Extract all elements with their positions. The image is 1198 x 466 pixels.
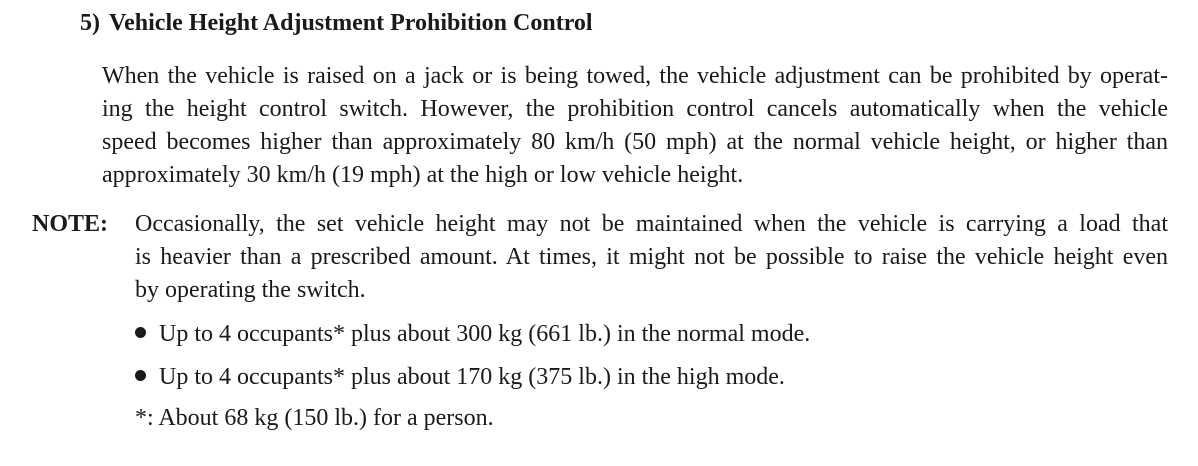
bullet-item: [135, 361, 785, 394]
paragraph-line: speed becomes higher than approximately 80 km/h (50 mph) at the normal vehicle height, or higher than: [102, 129, 1168, 155]
note-text: [135, 208, 1168, 307]
paragraph-line: approximately 30 km/h (19 mph) at the high or low vehicle height.: [102, 162, 744, 188]
note-line: by operating the switch.: [135, 277, 366, 303]
note-line: Occasionally, the set vehicle height may not be maintained when the vehicle is carrying a load that: [135, 211, 1168, 237]
bullet-item: [135, 318, 810, 351]
footnote: *: About 68 kg (150 lb.) for a person.: [135, 405, 494, 431]
note-label: NOTE:: [32, 211, 109, 237]
section-paragraph: [102, 60, 1168, 192]
section-title: Vehicle Height Adjustment Prohibition Control: [109, 10, 593, 36]
bullet-icon: [135, 327, 146, 338]
bullet-text: Up to 4 occupants* plus about 300 kg (661 lb.) in the normal mode.: [159, 321, 811, 347]
bullet-icon: [135, 370, 146, 381]
section-number: 5): [80, 10, 100, 36]
bullet-text: Up to 4 occupants* plus about 170 kg (375 lb.) in the high mode.: [159, 364, 785, 390]
paragraph-line: When the vehicle is raised on a jack or is being towed, the vehicle adjustment can be prohibited by operat-: [102, 63, 1168, 89]
section-heading: [80, 8, 593, 38]
paragraph-line: ing the height control switch. However, the prohibition control cancels automatically when the vehicle: [102, 96, 1168, 122]
note-line: is heavier than a prescribed amount. At times, it might not be possible to raise the vehicle height even: [135, 244, 1168, 270]
